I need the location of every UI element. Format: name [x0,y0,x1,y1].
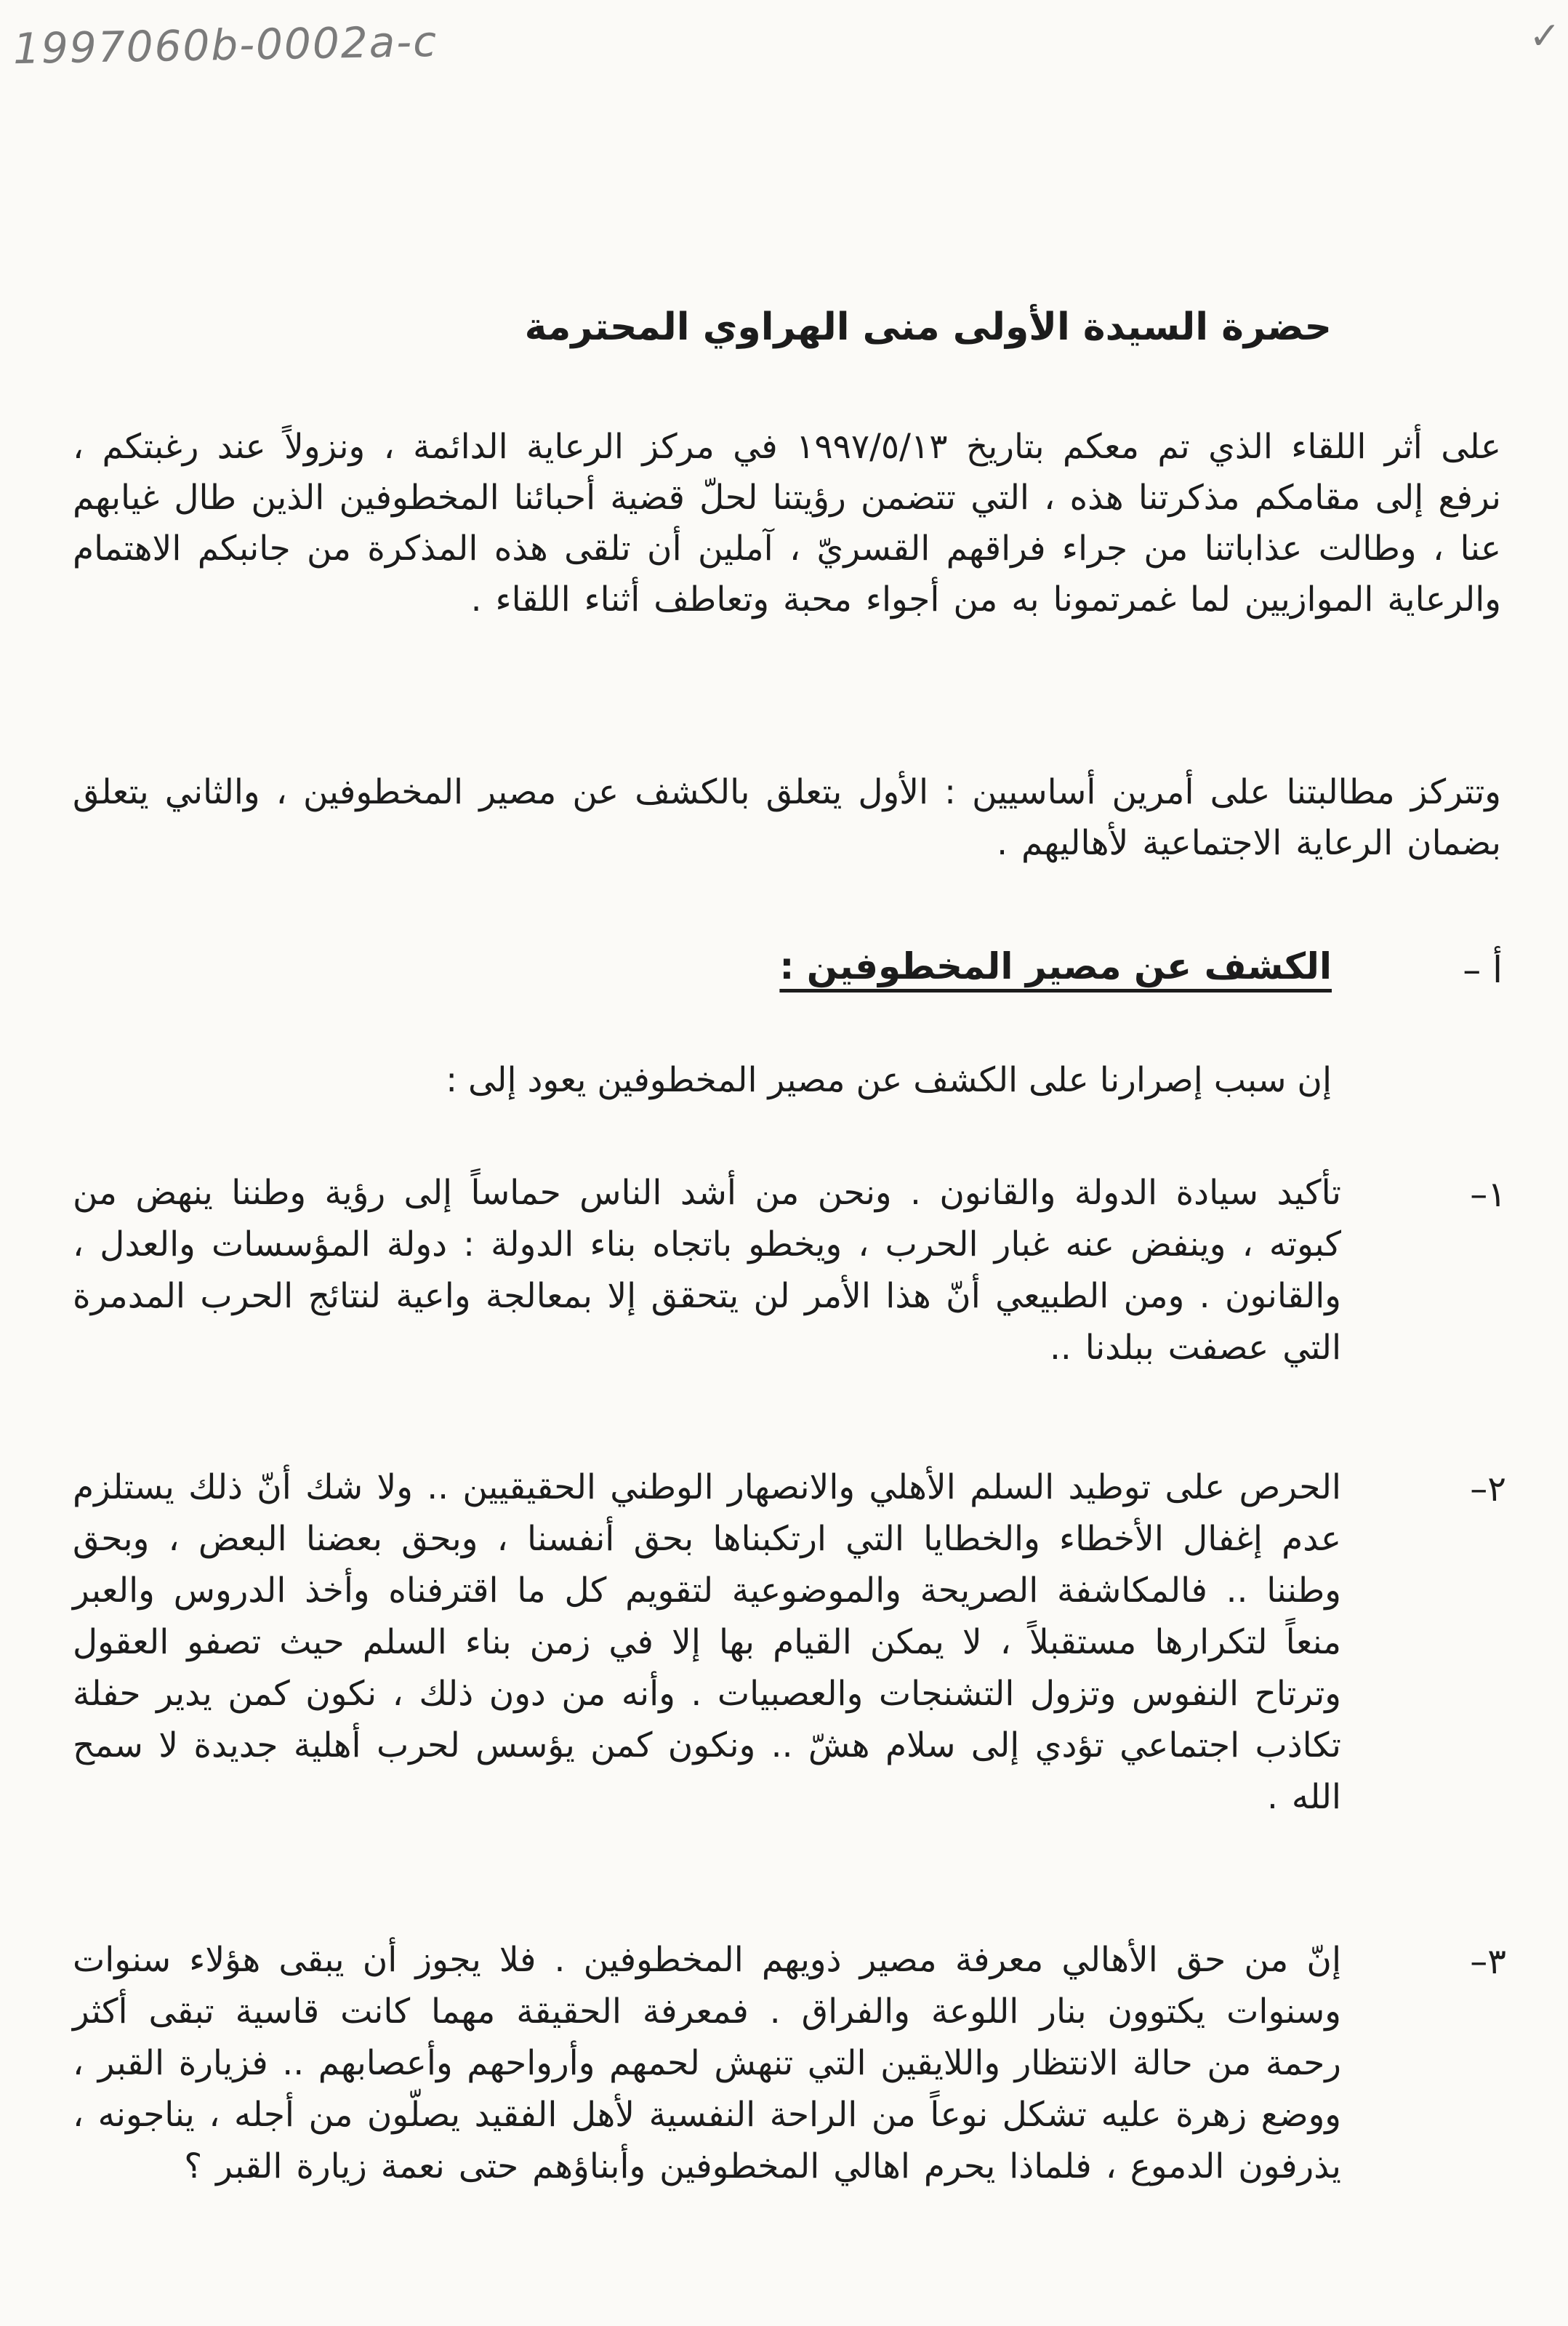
section-a-heading: الكشف عن مصير المخطوفين : [779,945,1332,987]
letter-salutation: حضرة السيدة الأولى منى الهراوي المحترمة [524,305,1332,349]
archive-stamp: 1997060b-0002a-c [12,16,438,74]
demands-paragraph: وتتركز مطالبتنا على أمرين أساسيين : الأول يتعلق بالكشف عن مصير المخطوفين ، والثاني يتعلق بضمان الرعاية الاجتماعية لأهاليهم . [73,772,1501,863]
corner-check-mark: ✓ [1529,15,1561,58]
opening-paragraph: على أثر اللقاء الذي تم معكم بتاريخ ١٩٩٧/٥/١٣ في مركز الرعاية الدائمة ، ونزولاً عند رغبتكم ، نرفع إلى مقامكم مذكرتنا هذه ، التي تتضمن رؤيتنا لحلّ قضية أحبائنا المخطوفين الذين طال غيابهم عنا ، وطالت عذاباتنا من جراء فراقهم القسريّ ، آملين أن تلقى هذه المذكرة من جانبكم الاهتمام والرعاية الموازيين لما غمرتمونا به من أجواء محبة وتعاطف أثناء اللقاء . [73,427,1501,619]
item-3-number: ٣– [1470,1941,1506,1982]
item-3-text: إنّ من حق الأهالي معرفة مصير ذويهم المخطوفين . فلا يجوز أن يبقى هؤلاء سنوات وسنوات يكتوون بنار اللوعة والفراق . فمعرفة الحقيقة مهما كانت قاسية تبقى أكثر رحمة من حالة الانتظار واللايقين التي تنهش لحمهم وأرواحهم وأعصابهم .. فزيارة القبر ، ووضع زهرة عليه تشكل نوعاً من الراحة النفسية لأهل الفقيد يصلّون من أجله ، يناجونه ، يذرفون الدموع ، فلماذا يحرم اهالي المخطوفين وأبناؤهم حتى نعمة زيارة القبر ؟ [73,1940,1341,2186]
item-2-text: الحرص على توطيد السلم الأهلي والانصهار الوطني الحقيقيين .. ولا شك أنّ ذلك يستلزم عدم إغفال الأخطاء والخطايا التي ارتكبناها بحق أنفسنا ، وبحق بعضنا البعض ، وبحق وطننا .. فالمكاشفة الصريحة والموضوعية لتقويم كل ما اقترفناه وأخذ الدروس والعبر منعاً لتكرارها مستقبلاً ، لا يمكن القيام بها إلا في زمن بناء السلم حيث تصفو العقول وترتاح النفوس وتزول التشنجات والعصبيات . وأنه من دون ذلك ، نكون كمن يدير حفلة تكاذب اجتماعي تؤدي إلى سلام هشّ .. ونكون كمن يؤسس لحرب أهلية جديدة لا سمح الله . [73,1467,1341,1817]
section-a-intro: إن سبب إصرارنا على الكشف عن مصير المخطوفين يعود إلى : [446,1060,1332,1100]
item-1-text: تأكيد سيادة الدولة والقانون . ونحن من أشد الناس حماساً إلى رؤية وطننا ينهض من كبوته ، وينفض عنه غبار الحرب ، ويخطو باتجاه بناء الدولة : دولة المؤسسات والعدل ، والقانون . ومن الطبيعي أنّ هذا الأمر لن يتحقق إلا بمعالجة واعية لنتائج الحرب المدمرة التي عصفت ببلدنا .. [73,1173,1341,1368]
item-1-number: ١– [1470,1174,1506,1215]
section-a-label: أ – [1463,949,1503,991]
item-2-number: ٢– [1470,1469,1506,1509]
